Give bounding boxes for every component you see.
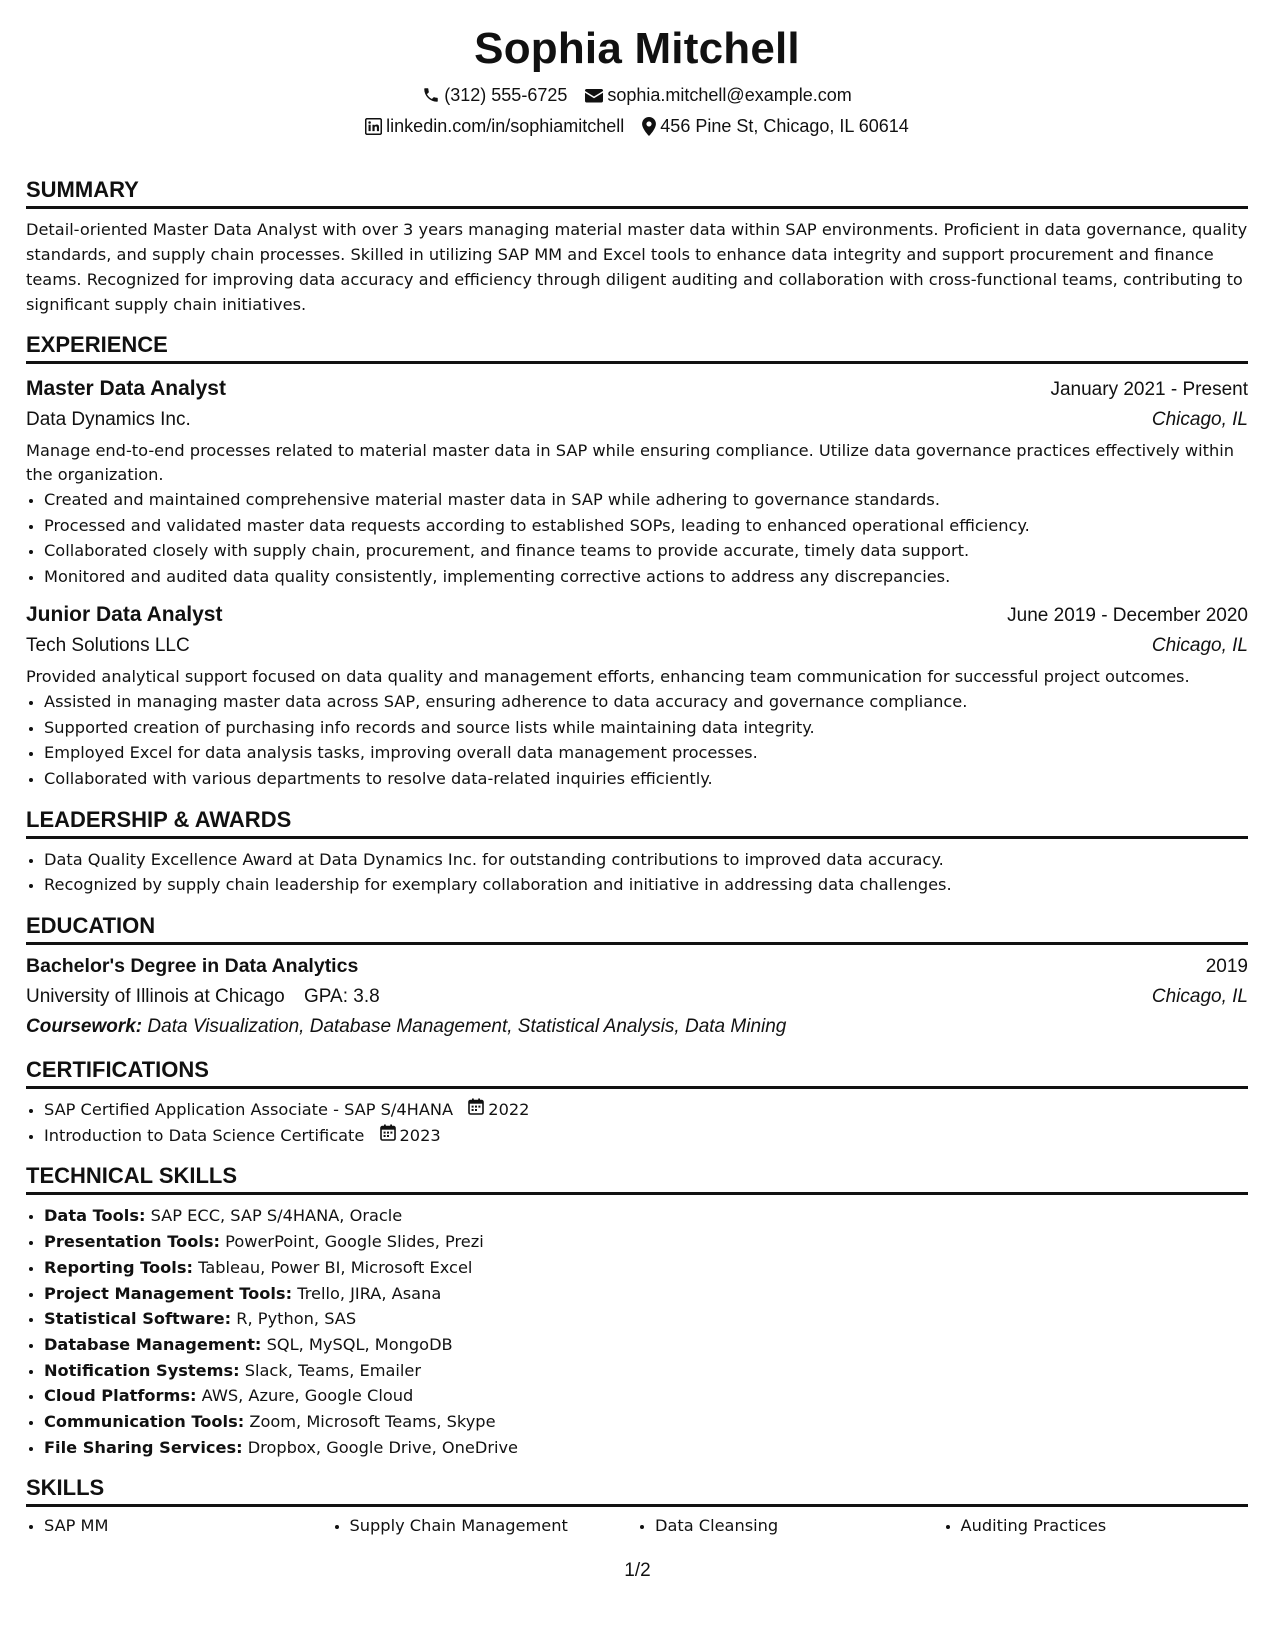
skill-values: Zoom, Microsoft Teams, Skype (249, 1412, 496, 1432)
job-description: Provided analytical support focused on data quality and management efforts, enhancing team communication for successful project outcomes. (26, 666, 1190, 686)
list-item (44, 1123, 1248, 1149)
skill-category: File Sharing Services: (44, 1437, 243, 1457)
skill-category: Data Tools: (44, 1206, 146, 1226)
leadership-heading: LEADERSHIP & AWARDS (26, 806, 1248, 839)
summary-heading: SUMMARY (26, 176, 1248, 209)
list-item: • Auditing Practices (961, 1513, 1249, 1539)
phone-text: (312) 555-6725 (444, 85, 568, 105)
skill-category: Reporting Tools: (44, 1257, 193, 1277)
list-item: • Employed Excel for data analysis tasks, improving overall data management processes. (44, 740, 1248, 766)
job-location: Chicago, IL (1151, 409, 1248, 430)
school-name: University of Illinois at Chicago (26, 986, 285, 1008)
contact-row-2 (26, 112, 1248, 140)
skills-grid (26, 1513, 1248, 1539)
list-item: • Supply Chain Management (350, 1513, 638, 1539)
calendar-icon (468, 1097, 484, 1123)
certifications-list (26, 1097, 1248, 1148)
resume-header (26, 23, 1248, 140)
skill-values: SAP ECC, SAP S/4HANA, Oracle (150, 1206, 403, 1226)
coursework-label: Coursework: (26, 1016, 143, 1038)
list-item (44, 1332, 1248, 1358)
list-item: • Monitored and audited data quality consistently, implementing corrective actions to address any discrepancies. (44, 564, 1248, 590)
list-item (44, 1229, 1248, 1255)
certification-year: 2022 (488, 1100, 530, 1120)
candidate-name: Sophia Mitchell (474, 24, 800, 73)
skill-values: SQL, MySQL, MongoDB (266, 1334, 453, 1354)
gpa: GPA: 3.8 (304, 986, 380, 1008)
skill-category: Statistical Software: (44, 1309, 232, 1329)
skill-values: AWS, Azure, Google Cloud (201, 1386, 414, 1406)
phone-contact[interactable] (422, 81, 567, 109)
list-item (44, 1306, 1248, 1332)
linkedin-text: linkedin.com/in/sophiamitchell (386, 116, 625, 136)
skill-values: Slack, Teams, Emailer (244, 1360, 422, 1380)
list-item (44, 1203, 1248, 1229)
email-text: sophia.mitchell@example.com (607, 85, 852, 105)
email-icon (585, 87, 603, 103)
education-heading: EDUCATION (26, 912, 1248, 945)
certification-name: Introduction to Data Science Certificate (44, 1125, 365, 1145)
list-item: • Data Cleansing (655, 1513, 943, 1539)
calendar-icon (380, 1123, 396, 1149)
job-dates: January 2021 - Present (1050, 379, 1248, 400)
job-bullets (26, 689, 1248, 792)
list-item: • Processed and validated master data requests according to established SOPs, leading to enhanced operational efficiency. (44, 513, 1248, 539)
list-item: • Data Quality Excellence Award at Data Dynamics Inc. for outstanding contributions to improved data accuracy. (44, 847, 1248, 873)
list-item (44, 1281, 1248, 1307)
certification-name: SAP Certified Application Associate - SAP S/4HANA (44, 1100, 454, 1120)
technical-skills-list (26, 1203, 1248, 1460)
list-item (44, 1358, 1248, 1384)
list-item: • SAP MM (44, 1513, 332, 1539)
degree: Bachelor's Degree in Data Analytics (26, 955, 359, 978)
list-item: • Recognized by supply chain leadership for exemplary collaboration and initiative in addressing data challenges. (44, 872, 1248, 898)
skill-category: Project Management Tools: (44, 1283, 293, 1303)
skills-heading: SKILLS (26, 1474, 1248, 1507)
experience-heading: EXPERIENCE (26, 331, 1248, 364)
list-item (44, 1097, 1248, 1123)
job-entry (26, 374, 1248, 590)
coursework (26, 1012, 1248, 1042)
summary-text: Detail-oriented Master Data Analyst with over 3 years managing material master data within SAP environments. Proficient in data governance, quality standards, and supply chain processes. Skilled in utilizing SAP MM and Excel tools to enhance data integrity and support procurement and finance teams. Recognized for improving data accuracy and efficiency through diligent auditing and collaboration with cross-functional teams, contributing to significant supply chain initiatives. (26, 220, 1248, 314)
skill-values: Tableau, Power BI, Microsoft Excel (198, 1257, 473, 1277)
education-entry (26, 951, 1248, 1042)
school-location: Chicago, IL (1151, 986, 1248, 1008)
job-title: Junior Data Analyst (26, 602, 223, 626)
certifications-heading: CERTIFICATIONS (26, 1056, 1248, 1089)
address-contact (642, 112, 909, 140)
skill-category: Cloud Platforms: (44, 1386, 197, 1406)
linkedin-contact[interactable] (365, 112, 624, 140)
skill-category: Communication Tools: (44, 1412, 245, 1432)
linkedin-icon (365, 118, 382, 135)
job-description: Manage end-to-end processes related to material master data in SAP while ensuring compliance. Utilize data governance practices effectively within the organization. (26, 441, 1235, 484)
skill-values: R, Python, SAS (236, 1309, 357, 1329)
list-item (44, 1435, 1248, 1461)
job-company: Tech Solutions LLC (26, 634, 190, 656)
skill-values: Dropbox, Google Drive, OneDrive (247, 1437, 519, 1457)
address-text: 456 Pine St, Chicago, IL 60614 (660, 116, 909, 136)
leadership-list (26, 847, 1248, 898)
job-title: Master Data Analyst (26, 377, 226, 400)
resume-page (26, 0, 1248, 1539)
skill-category: Presentation Tools: (44, 1232, 220, 1252)
job-company: Data Dynamics Inc. (26, 409, 191, 430)
certification-year: 2023 (399, 1125, 441, 1145)
contact-row-1 (26, 81, 1248, 109)
list-item (44, 1383, 1248, 1409)
skill-values: PowerPoint, Google Slides, Prezi (225, 1232, 484, 1252)
page-number: 1/2 (624, 1560, 651, 1581)
job-location: Chicago, IL (1151, 634, 1248, 656)
technical-skills-heading: TECHNICAL SKILLS (26, 1162, 1248, 1195)
skill-category: Database Management: (44, 1334, 262, 1354)
phone-icon (422, 86, 440, 104)
location-icon (642, 117, 656, 136)
list-item: • Supported creation of purchasing info records and source lists while maintaining data integrity. (44, 715, 1248, 741)
skill-values: Trello, JIRA, Asana (297, 1283, 442, 1303)
job-entry (26, 600, 1248, 792)
list-item: • Created and maintained comprehensive material master data in SAP while adhering to governance standards. (44, 487, 1248, 513)
list-item: • Assisted in managing master data across SAP, ensuring adherence to data accuracy and governance compliance. (44, 689, 1248, 715)
coursework-list: Data Visualization, Database Management, Statistical Analysis, Data Mining (147, 1016, 787, 1038)
list-item (44, 1255, 1248, 1281)
job-bullets (26, 487, 1248, 590)
skill-category: Notification Systems: (44, 1360, 240, 1380)
list-item: • Collaborated with various departments to resolve data-related inquiries efficiently. (44, 766, 1248, 792)
graduation-year: 2019 (1205, 956, 1248, 978)
email-contact[interactable] (585, 81, 851, 109)
list-item: • Collaborated closely with supply chain, procurement, and finance teams to provide accurate, timely data support. (44, 538, 1248, 564)
job-dates: June 2019 - December 2020 (1007, 604, 1248, 626)
list-item (44, 1409, 1248, 1435)
